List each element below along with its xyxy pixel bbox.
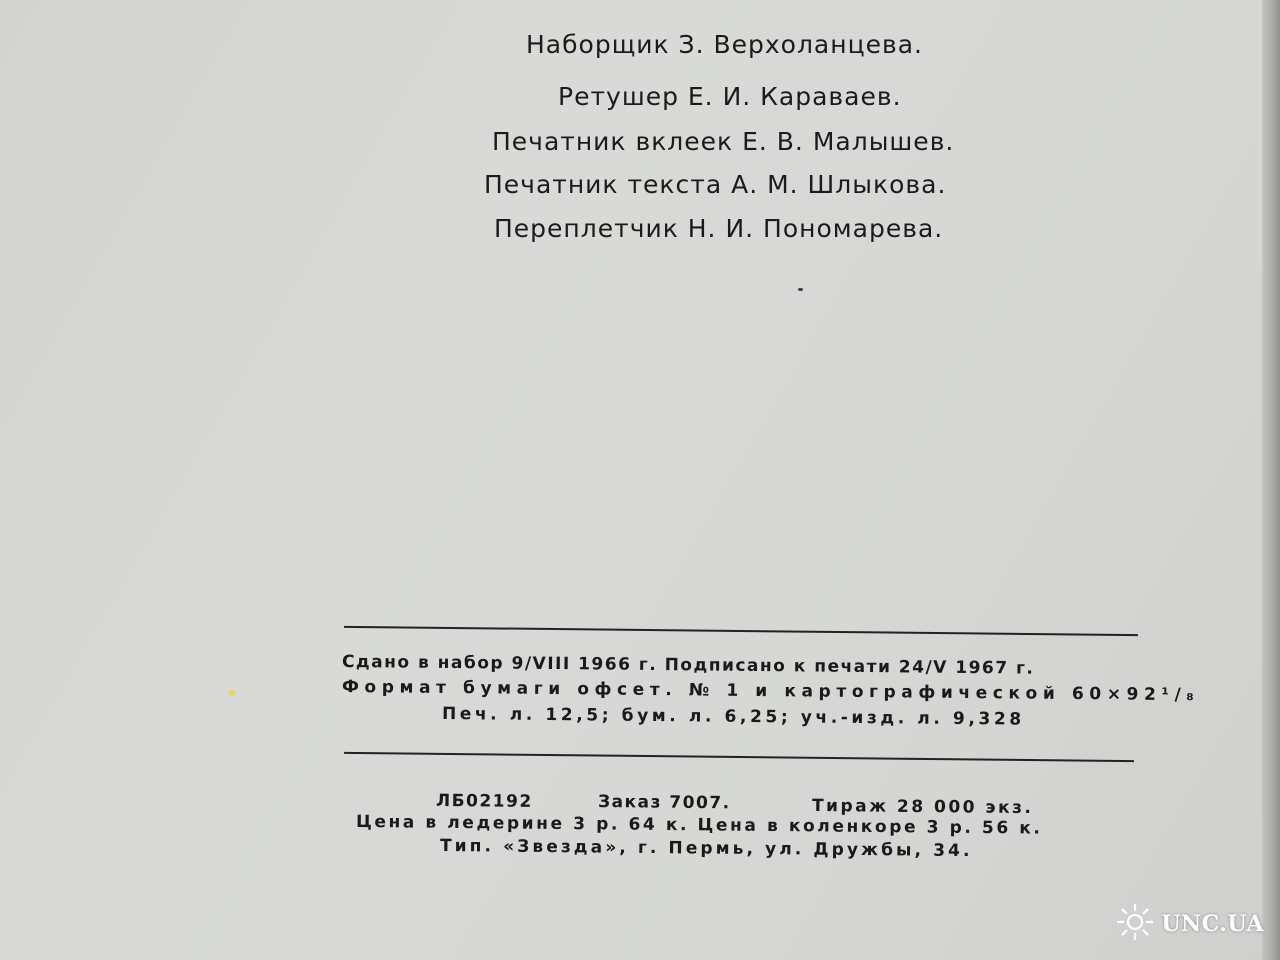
print-run: Тираж 28 000 экз. — [811, 796, 1034, 819]
printer-line: Тип. «Звезда», г. Пермь, ул. Дружбы, 34. — [439, 836, 973, 862]
sun-logo-icon — [1115, 902, 1155, 946]
rule-middle — [344, 752, 1134, 762]
credit-insert-printer: Печатник вклеек Е. В. Малышев. — [492, 127, 955, 156]
price-line: Цена в ледерине 3 р. 64 к. Цена в коленкоре 3 р. 56 к. — [355, 812, 1043, 839]
credit-binder: Переплетчик Н. И. Пономарева. — [494, 214, 944, 243]
page-edge — [1262, 0, 1280, 960]
imprint-sheets: Печ. л. 12,5; бум. л. 6,25; уч.-изд. л. 9,328 — [441, 704, 1025, 730]
order-number: Заказ 7007. — [597, 792, 731, 814]
imprint-format: Формат бумаги офсет. № 1 и картографической 60×92¹/₈ — [341, 677, 1200, 706]
watermark — [1115, 902, 1264, 946]
credit-text-printer: Печатник текста А. М. Шлыкова. — [484, 170, 947, 199]
order-code: ЛБ02192 — [435, 791, 533, 812]
rule-top — [344, 626, 1138, 636]
paper-spot — [229, 690, 235, 696]
imprint-submitted: Сдано в набор 9/VIII 1966 г. Подписано к печати 24/V 1967 г. — [341, 652, 1035, 679]
credit-retoucher: Ретушер Е. И. Караваев. — [558, 82, 902, 111]
watermark-text: UNC.UA — [1161, 911, 1264, 937]
ink-dot — [798, 288, 803, 291]
credit-typesetter: Наборщик З. Верхоланцева. — [526, 30, 923, 59]
